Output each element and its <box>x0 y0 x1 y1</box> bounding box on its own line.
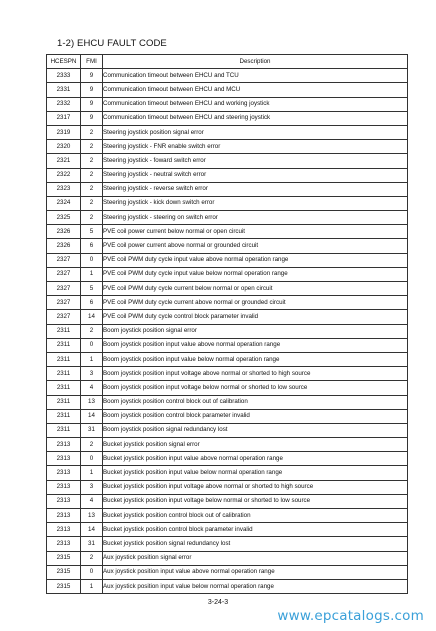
cell-fmi: 9 <box>81 69 103 83</box>
cell-hcespn: 2313 <box>47 466 81 480</box>
cell-description: Aux joystick position input value above normal operation range <box>103 565 408 579</box>
cell-hcespn: 2319 <box>47 125 81 139</box>
table-row <box>47 551 408 565</box>
cell-description: Bucket joystick position input voltage above normal or shorted to high source <box>103 480 408 494</box>
cell-hcespn: 2311 <box>47 423 81 437</box>
cell-description: Boom joystick position input voltage above normal or shorted to high source <box>103 367 408 381</box>
cell-hcespn: 2327 <box>47 282 81 296</box>
cell-fmi: 4 <box>81 494 103 508</box>
table-row <box>47 267 408 281</box>
cell-fmi: 1 <box>81 579 103 593</box>
header-hcespn: HCESPN <box>47 55 81 69</box>
cell-fmi: 4 <box>81 381 103 395</box>
cell-fmi: 14 <box>81 409 103 423</box>
cell-description: Communication timeout between EHCU and MCU <box>103 83 408 97</box>
fault-code-table <box>46 54 408 594</box>
cell-hcespn: 2313 <box>47 509 81 523</box>
cell-description: PVE coil PWM duty cycle current above normal or grounded circuit <box>103 296 408 310</box>
cell-description: PVE coil PWM duty cycle input value above normal operation range <box>103 253 408 267</box>
cell-hcespn: 2313 <box>47 494 81 508</box>
cell-hcespn: 2311 <box>47 324 81 338</box>
cell-description: Boom joystick position control block out of calibration <box>103 395 408 409</box>
table-row <box>47 452 408 466</box>
cell-hcespn: 2322 <box>47 168 81 182</box>
table-row <box>47 239 408 253</box>
cell-hcespn: 2325 <box>47 211 81 225</box>
cell-hcespn: 2327 <box>47 296 81 310</box>
table-row <box>47 196 408 210</box>
table-row <box>47 211 408 225</box>
cell-fmi: 1 <box>81 466 103 480</box>
table-row <box>47 97 408 111</box>
table-row <box>47 438 408 452</box>
cell-description: Steering joystick - FNR enable switch error <box>103 140 408 154</box>
cell-hcespn: 2311 <box>47 395 81 409</box>
cell-description: PVE coil PWM duty cycle control block parameter invalid <box>103 310 408 324</box>
cell-description: Aux joystick position input value below normal operation range <box>103 579 408 593</box>
cell-hcespn: 2313 <box>47 480 81 494</box>
cell-fmi: 2 <box>81 551 103 565</box>
table-row <box>47 423 408 437</box>
cell-fmi: 1 <box>81 267 103 281</box>
cell-description: PVE coil PWM duty cycle current below normal or open circuit <box>103 282 408 296</box>
cell-fmi: 2 <box>81 196 103 210</box>
cell-hcespn: 2313 <box>47 452 81 466</box>
header-description: Description <box>103 55 408 69</box>
page-number: 3-24-3 <box>207 599 229 606</box>
cell-fmi: 0 <box>81 452 103 466</box>
cell-hcespn: 2327 <box>47 267 81 281</box>
cell-fmi: 2 <box>81 125 103 139</box>
cell-fmi: 9 <box>81 97 103 111</box>
cell-hcespn: 2326 <box>47 239 81 253</box>
cell-hcespn: 2323 <box>47 182 81 196</box>
cell-fmi: 31 <box>81 423 103 437</box>
table-row <box>47 296 408 310</box>
cell-description: Bucket joystick position signal redundancy lost <box>103 537 408 551</box>
cell-fmi: 6 <box>81 296 103 310</box>
cell-description: PVE coil power current below normal or open circuit <box>103 225 408 239</box>
cell-description: Boom joystick position input value above normal operation range <box>103 338 408 352</box>
table-row <box>47 381 408 395</box>
table-row <box>47 154 408 168</box>
cell-description: Steering joystick - neutral switch error <box>103 168 408 182</box>
cell-hcespn: 2315 <box>47 551 81 565</box>
table-row <box>47 466 408 480</box>
table-row <box>47 83 408 97</box>
table-row <box>47 253 408 267</box>
cell-hcespn: 2324 <box>47 196 81 210</box>
cell-hcespn: 2321 <box>47 154 81 168</box>
table-row <box>47 523 408 537</box>
cell-fmi: 14 <box>81 523 103 537</box>
table-row <box>47 324 408 338</box>
cell-description: PVE coil power current above normal or grounded circuit <box>103 239 408 253</box>
cell-fmi: 5 <box>81 225 103 239</box>
table-header-row <box>47 55 408 69</box>
cell-fmi: 9 <box>81 83 103 97</box>
cell-hcespn: 2317 <box>47 111 81 125</box>
cell-hcespn: 2313 <box>47 523 81 537</box>
cell-hcespn: 2311 <box>47 409 81 423</box>
table-row <box>47 480 408 494</box>
table-row <box>47 310 408 324</box>
cell-fmi: 2 <box>81 324 103 338</box>
watermark: www.epcatalogs.com <box>277 608 424 624</box>
table-row <box>47 579 408 593</box>
cell-fmi: 2 <box>81 182 103 196</box>
cell-fmi: 13 <box>81 395 103 409</box>
table-row <box>47 352 408 366</box>
cell-description: Bucket joystick position input value above normal operation range <box>103 452 408 466</box>
cell-description: Bucket joystick position control block out of calibration <box>103 509 408 523</box>
cell-fmi: 14 <box>81 310 103 324</box>
cell-description: Communication timeout between EHCU and steering joystick <box>103 111 408 125</box>
cell-fmi: 9 <box>81 111 103 125</box>
cell-fmi: 31 <box>81 537 103 551</box>
header-fmi: FMI <box>81 55 103 69</box>
section-title: 1-2) EHCU FAULT CODE <box>57 38 167 49</box>
cell-fmi: 1 <box>81 352 103 366</box>
cell-fmi: 3 <box>81 367 103 381</box>
table-row <box>47 395 408 409</box>
table-row <box>47 225 408 239</box>
cell-fmi: 13 <box>81 509 103 523</box>
cell-hcespn: 2315 <box>47 565 81 579</box>
cell-description: Steering joystick - steering on switch error <box>103 211 408 225</box>
cell-hcespn: 2313 <box>47 537 81 551</box>
cell-fmi: 2 <box>81 168 103 182</box>
cell-fmi: 2 <box>81 154 103 168</box>
cell-description: Boom joystick position input voltage below normal or shorted to low source <box>103 381 408 395</box>
cell-hcespn: 2332 <box>47 97 81 111</box>
cell-fmi: 2 <box>81 140 103 154</box>
cell-description: Bucket joystick position input voltage below normal or shorted to low source <box>103 494 408 508</box>
cell-hcespn: 2326 <box>47 225 81 239</box>
table-row <box>47 509 408 523</box>
table-row <box>47 125 408 139</box>
table-row <box>47 111 408 125</box>
cell-description: Bucket joystick position signal error <box>103 438 408 452</box>
table-body <box>47 69 408 594</box>
cell-hcespn: 2327 <box>47 253 81 267</box>
table-row <box>47 69 408 83</box>
cell-hcespn: 2311 <box>47 367 81 381</box>
cell-hcespn: 2333 <box>47 69 81 83</box>
cell-description: Bucket joystick position input value below normal operation range <box>103 466 408 480</box>
cell-fmi: 0 <box>81 253 103 267</box>
cell-hcespn: 2331 <box>47 83 81 97</box>
table-row <box>47 537 408 551</box>
table-row <box>47 140 408 154</box>
cell-description: Communication timeout between EHCU and working joystick <box>103 97 408 111</box>
cell-description: Steering joystick - kick down switch error <box>103 196 408 210</box>
cell-description: Boom joystick position signal error <box>103 324 408 338</box>
cell-fmi: 6 <box>81 239 103 253</box>
cell-fmi: 2 <box>81 438 103 452</box>
cell-description: Boom joystick position control block parameter invalid <box>103 409 408 423</box>
cell-fmi: 3 <box>81 480 103 494</box>
cell-description: Aux joystick position signal error <box>103 551 408 565</box>
cell-fmi: 0 <box>81 338 103 352</box>
cell-description: Steering joystick - reverse switch error <box>103 182 408 196</box>
cell-description: Communication timeout between EHCU and TCU <box>103 69 408 83</box>
cell-description: Steering joystick position signal error <box>103 125 408 139</box>
cell-description: Boom joystick position input value below normal operation range <box>103 352 408 366</box>
cell-hcespn: 2311 <box>47 381 81 395</box>
cell-description: Boom joystick position signal redundancy lost <box>103 423 408 437</box>
table-row <box>47 168 408 182</box>
table-row <box>47 338 408 352</box>
cell-description: Bucket joystick position control block parameter invalid <box>103 523 408 537</box>
cell-hcespn: 2315 <box>47 579 81 593</box>
cell-description: PVE coil PWM duty cycle input value below normal operation range <box>103 267 408 281</box>
cell-fmi: 0 <box>81 565 103 579</box>
table-row <box>47 182 408 196</box>
cell-hcespn: 2327 <box>47 310 81 324</box>
cell-description: Steering joystick - foward switch error <box>103 154 408 168</box>
cell-hcespn: 2313 <box>47 438 81 452</box>
table-row <box>47 367 408 381</box>
cell-fmi: 2 <box>81 211 103 225</box>
table-row <box>47 409 408 423</box>
cell-hcespn: 2320 <box>47 140 81 154</box>
table-row <box>47 494 408 508</box>
table-row <box>47 565 408 579</box>
cell-hcespn: 2311 <box>47 338 81 352</box>
table-row <box>47 282 408 296</box>
cell-fmi: 5 <box>81 282 103 296</box>
cell-hcespn: 2311 <box>47 352 81 366</box>
